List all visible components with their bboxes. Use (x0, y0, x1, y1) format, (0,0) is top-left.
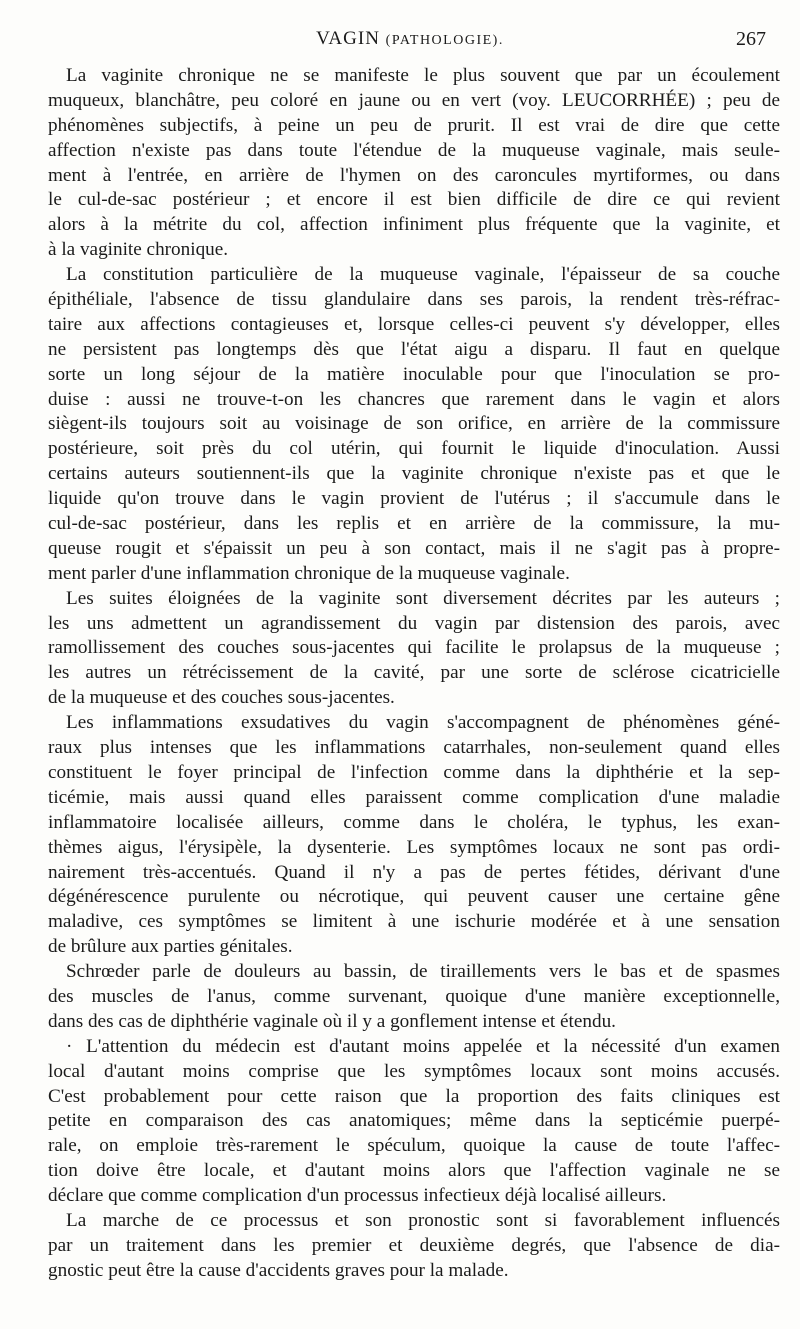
text-line: les uns admettent un agrandissement du vagin par distension des parois, avec (48, 612, 780, 634)
text-line: postérieure, soit près du col utérin, qui fournit le liquide d'inoculation. Aussi (48, 438, 780, 460)
text-line: taire aux affections contagieuses et, lorsque celles-ci peuvent s'y développer, elles (48, 313, 780, 335)
body-text (48, 64, 780, 1284)
text-line: épithéliale, l'absence de tissu glandulaire dans ses parois, la rendent très-réfrac- (48, 289, 780, 311)
text-line: Les suites éloignées de la vaginite sont diversement décrites par les auteurs ; (66, 587, 780, 609)
text-line: ment parler d'une inflammation chronique de la muqueuse vaginale. (48, 562, 570, 584)
text-line: le cul-de-sac postérieur ; et encore il est bien difficile de dire ce qui revient (48, 189, 780, 211)
text-line: La vaginite chronique ne se manifeste le plus souvent que par un écoulement (66, 65, 780, 86)
paragraph (48, 1035, 780, 1209)
text-line: phénomènes subjectifs, à peine un peu de prurit. Il est vrai de dire que cette (48, 114, 780, 136)
text-line: déclare que comme complication d'un processus infectieux déjà localisé ailleurs. (48, 1185, 667, 1207)
text-line: ment à l'entrée, en arrière de l'hymen on des caroncules myrtiformes, ou dans (48, 164, 780, 186)
page-header-title (48, 28, 772, 50)
text-line: certains auteurs soutiennent-ils que la vaginite chronique n'existe pas et que le (48, 463, 780, 485)
text-line: gnostic peut être la cause d'accidents graves pour la malade. (48, 1259, 509, 1281)
text-line: Les inflammations exsudatives du vagin s'accompagnent de phénomènes géné- (66, 712, 780, 734)
text-line: cul-de-sac postérieur, dans les replis et en arrière de la commissure, la mu- (48, 513, 780, 535)
paragraph (48, 263, 780, 587)
running-head (48, 28, 772, 56)
text-line: par un traitement dans les premier et deuxième degrés, que l'absence de dia- (48, 1234, 780, 1256)
text-line: à la vaginite chronique. (48, 239, 229, 261)
text-line: siègent-ils toujours soit au voisinage de son orifice, en arrière de la commissure (48, 413, 780, 435)
text-line: ramollissement des couches sous-jacentes qui facilite le prolapsus de la muqueuse ; (48, 637, 780, 659)
text-line: de la muqueuse et des couches sous-jacentes. (48, 687, 395, 709)
paragraph (48, 711, 780, 960)
text-line: duise : aussi ne trouve-t-on les chancres que rarement dans le vagin et alors (48, 388, 780, 410)
text-line: muqueux, blanchâtre, peu coloré en jaune ou en vert (voy. LEUCORRHÉE) ; peu de (48, 89, 780, 111)
paragraph (48, 1209, 780, 1284)
text-line: de brûlure aux parties génitales. (48, 936, 293, 958)
text-line: raux plus intenses que les inflammations catarrhales, non-seulement quand elles (48, 737, 780, 759)
text-line: des muscles de l'anus, comme survenant, quoique d'une manière exceptionnelle, (48, 985, 780, 1007)
text-line: petite en comparaison des cas anatomiques; même dans la septicémie puerpé- (48, 1110, 780, 1132)
text-line: sorte un long séjour de la matière inoculable pour que l'inoculation se pro- (48, 363, 780, 385)
text-line: Schrœder parle de douleurs au bassin, de tiraillements vers le bas et de spasmes (66, 961, 780, 983)
paragraph (48, 64, 780, 263)
text-line: thèmes aigus, l'érysipèle, la dysenterie. Les symptômes locaux ne sont pas ordi- (48, 836, 780, 858)
text-line: queuse rougit et s'épaissit un peu à son contact, mais il ne s'agit pas à propre- (48, 537, 780, 559)
text-line: inflammatoire localisée ailleurs, comme dans le choléra, le typhus, les exan- (48, 811, 780, 833)
text-line: ne persistent pas longtemps dès que l'état aigu a disparu. Il faut en quelque (48, 338, 780, 360)
text-line: La marche de ce processus et son pronostic sont si favorablement influencés (66, 1209, 780, 1231)
text-line: tion doive être locale, et d'autant moins alors que l'affection vaginale ne se (48, 1160, 780, 1182)
page-number: 267 (736, 28, 766, 50)
text-line: C'est probablement pour cette raison que la proportion des faits cliniques est (48, 1085, 780, 1107)
paragraph (48, 960, 780, 1035)
text-line: ticémie, mais aussi quand elles paraissent comme complication d'une maladie (48, 786, 780, 808)
text-line: alors à la métrite du col, affection infiniment plus fréquente que la vaginite, et (48, 214, 780, 236)
text-line: constituent le foyer principal de l'infection comme dans la diphthérie et la sep- (48, 761, 780, 783)
header-subtitle: (PATHOLOGIE). (385, 33, 504, 48)
text-line: affection n'existe pas dans toute l'étendue de la muqueuse vaginale, mais seule- (48, 139, 780, 161)
text-line: La constitution particulière de la muqueuse vaginale, l'épaisseur de sa couche (66, 264, 780, 286)
text-line: dégénérescence purulente ou nécrotique, qui peuvent causer une certaine gêne (48, 886, 780, 908)
text-line: les autres un rétrécissement de la cavité, par une sorte de sclérose cicatricielle (48, 662, 780, 684)
text-line: · L'attention du médecin est d'autant moins appelée et la nécessité d'un examen (66, 1035, 780, 1057)
text-line: maladive, ces symptômes se limitent à une ischurie modérée et à une sensation (48, 911, 780, 933)
text-line: local d'autant moins comprise que les symptômes locaux sont moins accusés. (48, 1060, 780, 1082)
text-line: nairement très-accentués. Quand il n'y a pas de pertes fétides, dérivant d'une (48, 861, 780, 883)
text-line: liquide qu'on trouve dans le vagin provient de l'utérus ; il s'accumule dans le (48, 488, 780, 510)
paragraph (48, 587, 780, 711)
text-line: rale, on emploie très-rarement le spéculum, quoique la cause de toute l'affec- (48, 1135, 780, 1157)
header-title: VAGIN (316, 28, 380, 49)
text-line: dans des cas de diphthérie vaginale où il y a gonflement intense et étendu. (48, 1010, 616, 1032)
